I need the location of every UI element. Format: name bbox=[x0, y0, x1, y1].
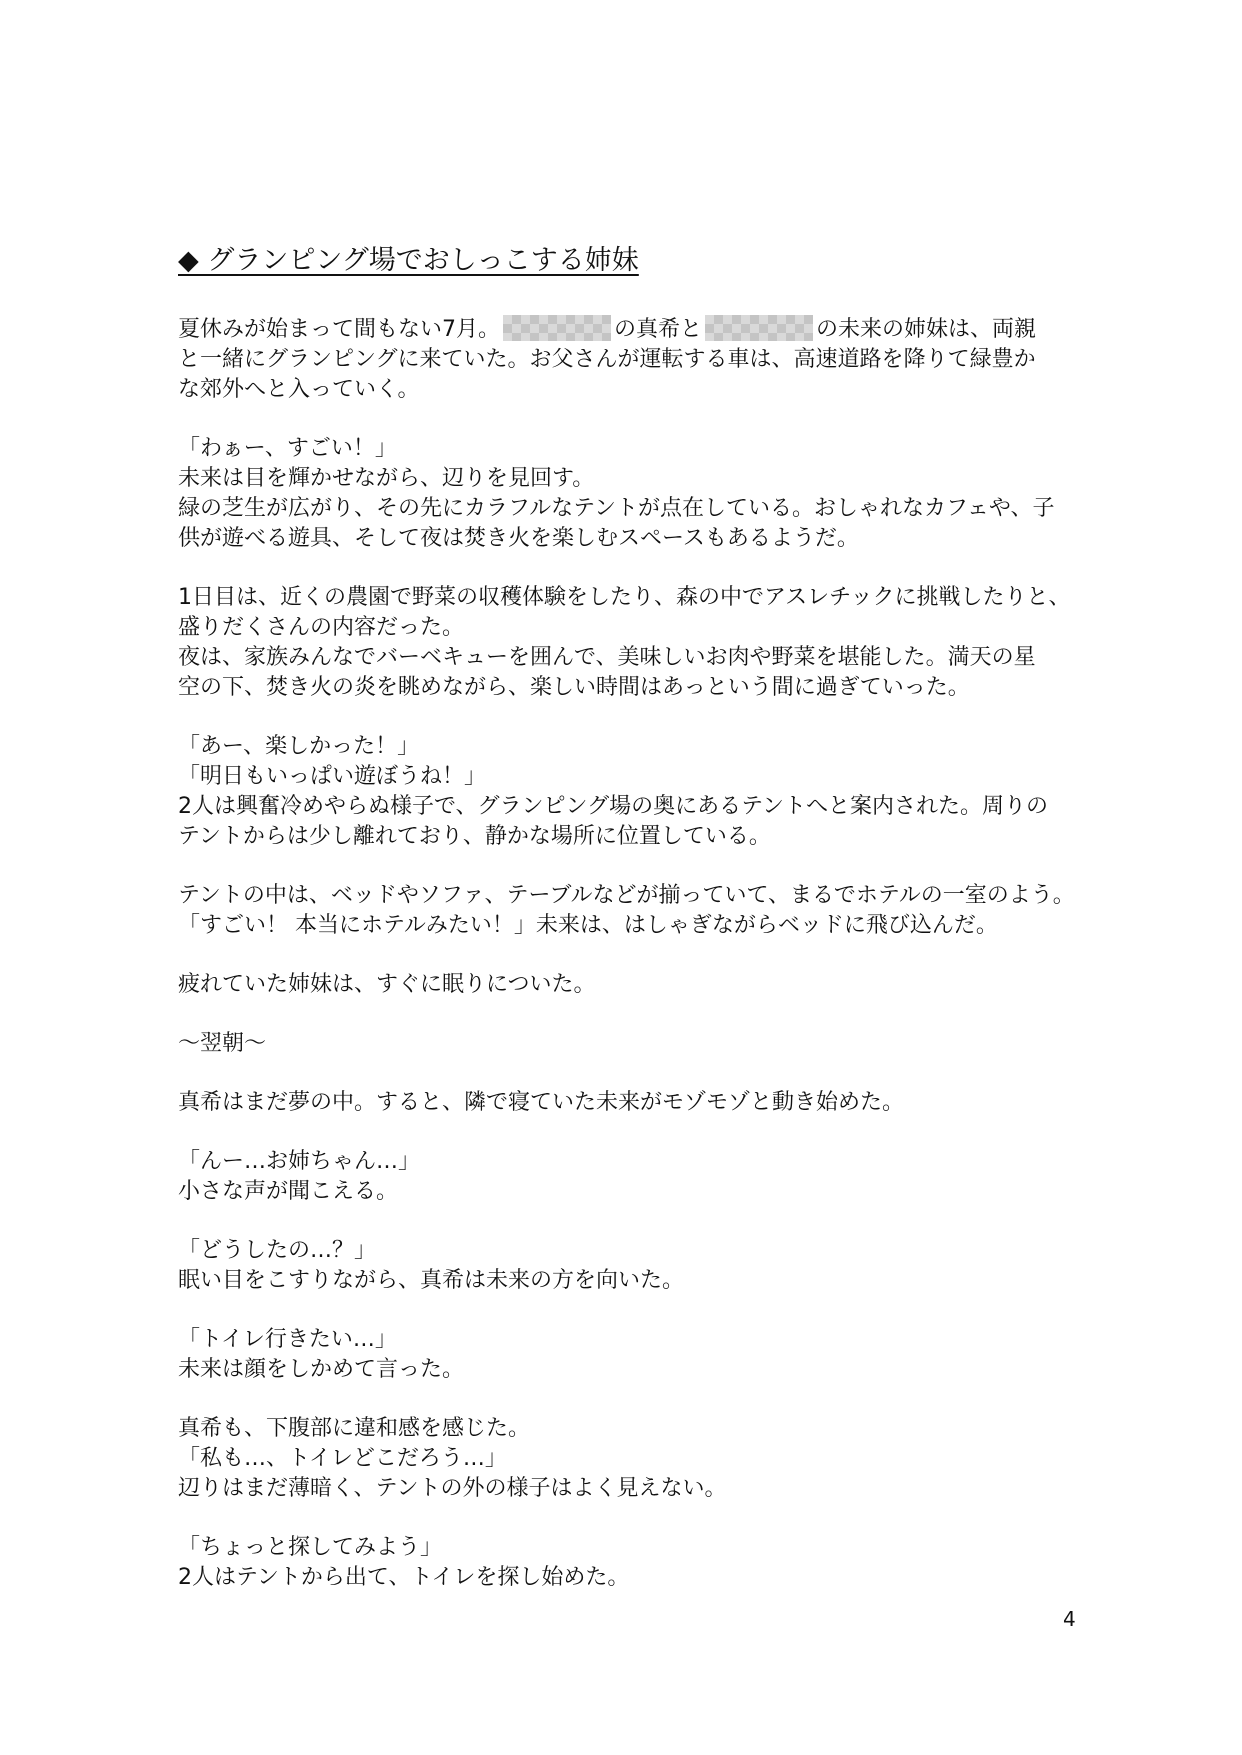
text-line: 真希も、下腹部に違和感を感じた。 bbox=[178, 1416, 531, 1441]
text-line: 「どうしたの…？」 bbox=[178, 1238, 377, 1263]
text-line: 供が遊べる遊具、そして夜は焚き火を楽しむスペースもあるようだ。 bbox=[178, 526, 859, 551]
text-line: 1日目は、近くの農園で野菜の収穫体験をしたり、森の中でアスレチックに挑戦したりと、 bbox=[178, 585, 1071, 610]
text-fragment: の未来の姉妹は、両親 bbox=[816, 317, 1037, 342]
text-line: 「んー…お姉ちゃん…」 bbox=[178, 1149, 421, 1174]
paragraph-gap bbox=[178, 852, 1078, 881]
text-line: 盛りだくさんの内容だった。 bbox=[178, 615, 465, 640]
text-line: 疲れていた姉妹は、すぐに眠りについた。 bbox=[178, 972, 596, 997]
text-line: 夜は、家族みんなでバーベキューを囲んで、美味しいお肉や野菜を堪能した。満天の星 bbox=[178, 645, 1036, 670]
text-line: 「私も…、トイレどこだろう…」 bbox=[178, 1446, 507, 1471]
paragraph-gap bbox=[178, 1504, 1078, 1533]
text-line: 緑の芝生が広がり、その先にカラフルなテントが点在している。おしゃれなカフェや、子 bbox=[178, 496, 1055, 521]
text-line: 〜翌朝〜 bbox=[178, 1031, 267, 1056]
text-fragment: 夏休みが始まって間もない7月。 bbox=[178, 317, 500, 342]
text-line bbox=[178, 315, 1078, 345]
censored-mosaic bbox=[705, 315, 813, 341]
paragraph-gap bbox=[178, 554, 1078, 583]
text-line: 「あー、楽しかった！」 bbox=[178, 734, 420, 759]
paragraph-gap bbox=[178, 405, 1078, 434]
text-line: 2人はテントから出て、トイレを探し始めた。 bbox=[178, 1565, 630, 1590]
text-line: 2人は興奮冷めやらぬ様子で、グランピング場の奥にあるテントへと案内された。周りの bbox=[178, 794, 1049, 819]
text-line: 眠い目をこすりながら、真希は未来の方を向いた。 bbox=[178, 1268, 685, 1293]
paragraph-gap bbox=[178, 1296, 1078, 1325]
paragraph-gap bbox=[178, 1385, 1078, 1414]
paragraph-gap bbox=[178, 1000, 1078, 1029]
text-line: 未来は目を輝かせながら、辺りを見回す。 bbox=[178, 466, 595, 491]
story-body bbox=[178, 315, 1078, 1593]
text-line: 「トイレ行きたい…」 bbox=[178, 1327, 397, 1352]
page-title: ◆ グランピング場でおしっこする姉妹 bbox=[178, 245, 639, 276]
text-line: 辺りはまだ薄暗く、テントの外の様子はよく見えない。 bbox=[178, 1476, 727, 1501]
text-line: 「明日もいっぱい遊ぼうね！」 bbox=[178, 764, 487, 789]
censored-mosaic bbox=[503, 315, 611, 341]
text-fragment: の真希と bbox=[614, 317, 703, 342]
text-line: 小さな声が聞こえる。 bbox=[178, 1179, 399, 1204]
paragraph-gap bbox=[178, 1059, 1078, 1088]
text-line: 未来は顔をしかめて言った。 bbox=[178, 1357, 465, 1382]
text-line: 「すごい！ 本当にホテルみたい！」未来は、はしゃぎながらベッドに飛び込んだ。 bbox=[178, 913, 998, 938]
paragraph-gap bbox=[178, 1118, 1078, 1147]
text-line: 「わぁー、すごい！」 bbox=[178, 436, 397, 461]
text-line: 真希はまだ夢の中。すると、隣で寝ていた未来がモゾモゾと動き始めた。 bbox=[178, 1090, 905, 1115]
text-line: と一緒にグランピングに来ていた。お父さんが運転する車は、高速道路を降りて緑豊か bbox=[178, 347, 1036, 372]
page-number: 4 bbox=[1063, 1607, 1076, 1631]
text-line: 「ちょっと探してみよう」 bbox=[178, 1535, 443, 1560]
text-line: な郊外へと入っていく。 bbox=[178, 377, 420, 402]
text-line: テントの中は、ベッドやソファ、テーブルなどが揃っていて、まるでホテルの一室のよう。 bbox=[178, 883, 1075, 908]
text-line: テントからは少し離れており、静かな場所に位置している。 bbox=[178, 824, 771, 849]
paragraph-gap bbox=[178, 941, 1078, 970]
paragraph-gap bbox=[178, 703, 1078, 732]
paragraph-gap bbox=[178, 1207, 1078, 1236]
text-line: 空の下、焚き火の炎を眺めながら、楽しい時間はあっという間に過ぎていった。 bbox=[178, 675, 970, 700]
